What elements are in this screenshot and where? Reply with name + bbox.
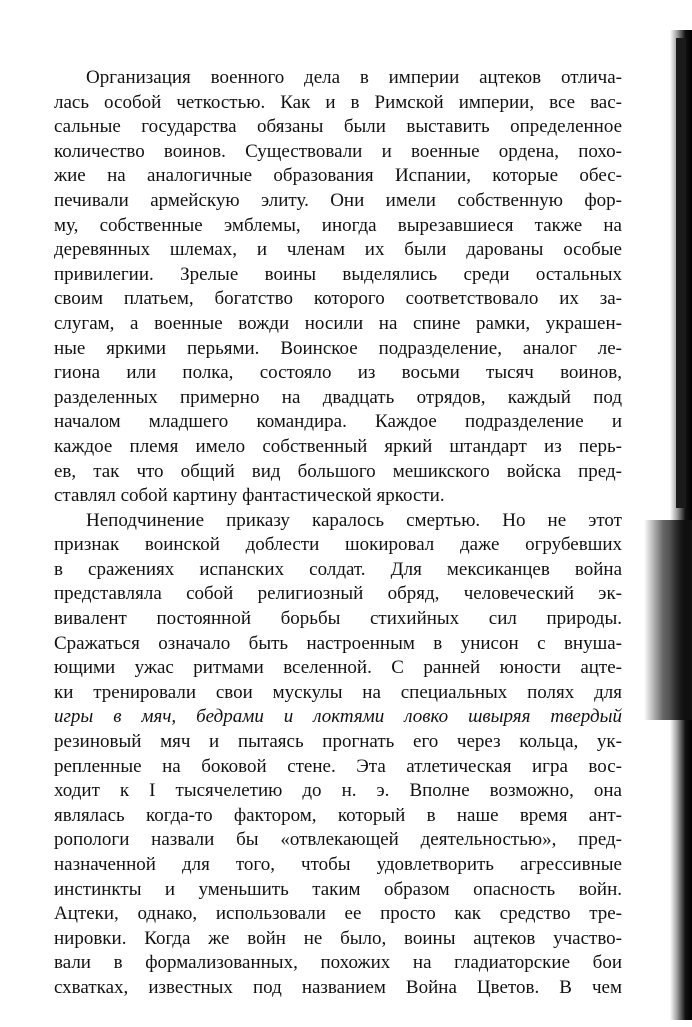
text-line: количество воинов. Существовали и военные ордена, похо- [54, 140, 622, 162]
book-spine-edge [676, 38, 686, 508]
text-line: ные яркими перьями. Воинское подразделение, аналог ле- [54, 337, 622, 359]
text-line: являлась когда-то фактором, который в наше время ант- [54, 804, 622, 826]
text-line: жие на аналогичные образования Испании, которые обес- [54, 165, 622, 187]
text-line: Организация военного дела в империи ацтеков отлича- [86, 67, 622, 88]
text-line: признак воинской доблести шокировал даже огрубевших [54, 534, 622, 556]
text-line: слугам, а военные вожди носили на спине рамки, украшен- [54, 312, 622, 334]
text-line: ки тренировали свои мускулы на специальных полях для [54, 681, 622, 703]
text-line: деревянных шлемах, и членам их были дарованы особые [54, 239, 622, 261]
text-line: Сражаться означало быть настроенным в унисон с внуша- [54, 632, 622, 654]
paragraph-2 [54, 509, 622, 1001]
text-line: своим платьем, богатство которого соответствовало их за- [54, 288, 622, 310]
text-line: му, собственные эмблемы, иногда вырезавшиеся также на [54, 214, 622, 236]
text-line: вали в формализованных, похожих на гладиаторские бои [54, 952, 622, 974]
text-line: репленные на боковой стене. Эта атлетическая игра вос- [54, 755, 622, 777]
text-line: ставлял собой картину фантастической яркости. [54, 485, 445, 507]
text-line: разделенных примерно на двадцать отрядов, каждый под [54, 386, 622, 408]
body-text [54, 66, 622, 1001]
text-line: схватках, известных под названием Война Цветов. В чем [54, 976, 622, 998]
text-line: нировки. Когда же войн не было, воины ацтеков участво- [54, 927, 622, 949]
text-line: назначенной для того, чтобы удовлетворить агрессивные [54, 854, 622, 875]
text-line: в сражениях испанских солдат. Для мексиканцев война [54, 558, 622, 580]
text-line: каждое племя имело собственный яркий штандарт из перь- [54, 435, 622, 457]
text-line: игры в мяч, бедрами и локтями ловко швыряя твердый [54, 706, 622, 728]
book-spine-shadow-mid [644, 520, 692, 720]
text-line: вивалент постоянной борьбы стихийных сил природы. [54, 608, 622, 630]
text-line: началом младшего командира. Каждое подразделение и [54, 411, 622, 433]
text-line: печивали армейскую элиту. Они имели собственную фор- [54, 189, 622, 211]
text-line: ропологи назвали бы «отвлекающей деятельностью», пред- [54, 829, 622, 851]
text-line: ющими ужас ритмами вселенной. С ранней юности ацте- [54, 657, 622, 679]
text-line: гиона или полка, состояло из восьми тысяч воинов, [54, 362, 622, 384]
text-line: представляла собой религиозный обряд, человеческий эк- [54, 583, 622, 605]
text-line: ходит к I тысячелетию до н. э. Вполне возможно, она [54, 780, 622, 802]
text-line: лась особой четкостью. Как и в Римской империи, все вас- [54, 91, 622, 113]
text-line: сальные государства обязаны были выставить определенное [54, 116, 622, 138]
text-line: резиновый мяч и пытаясь прогнать его через кольца, ук- [54, 731, 622, 753]
text-line: Ацтеки, однако, использовали ее просто как средство тре- [54, 903, 622, 925]
text-line: инстинкты и уменьшить таким образом опасность войн. [54, 878, 622, 900]
text-line: привилегии. Зрелые воины выделялись среди остальных [54, 263, 622, 285]
text-line: Неподчинение приказу каралось смертью. Но не этот [86, 509, 622, 531]
text-line: ев, так что общий вид большого мешикского войска пред- [54, 460, 622, 482]
paragraph-1 [54, 66, 622, 509]
